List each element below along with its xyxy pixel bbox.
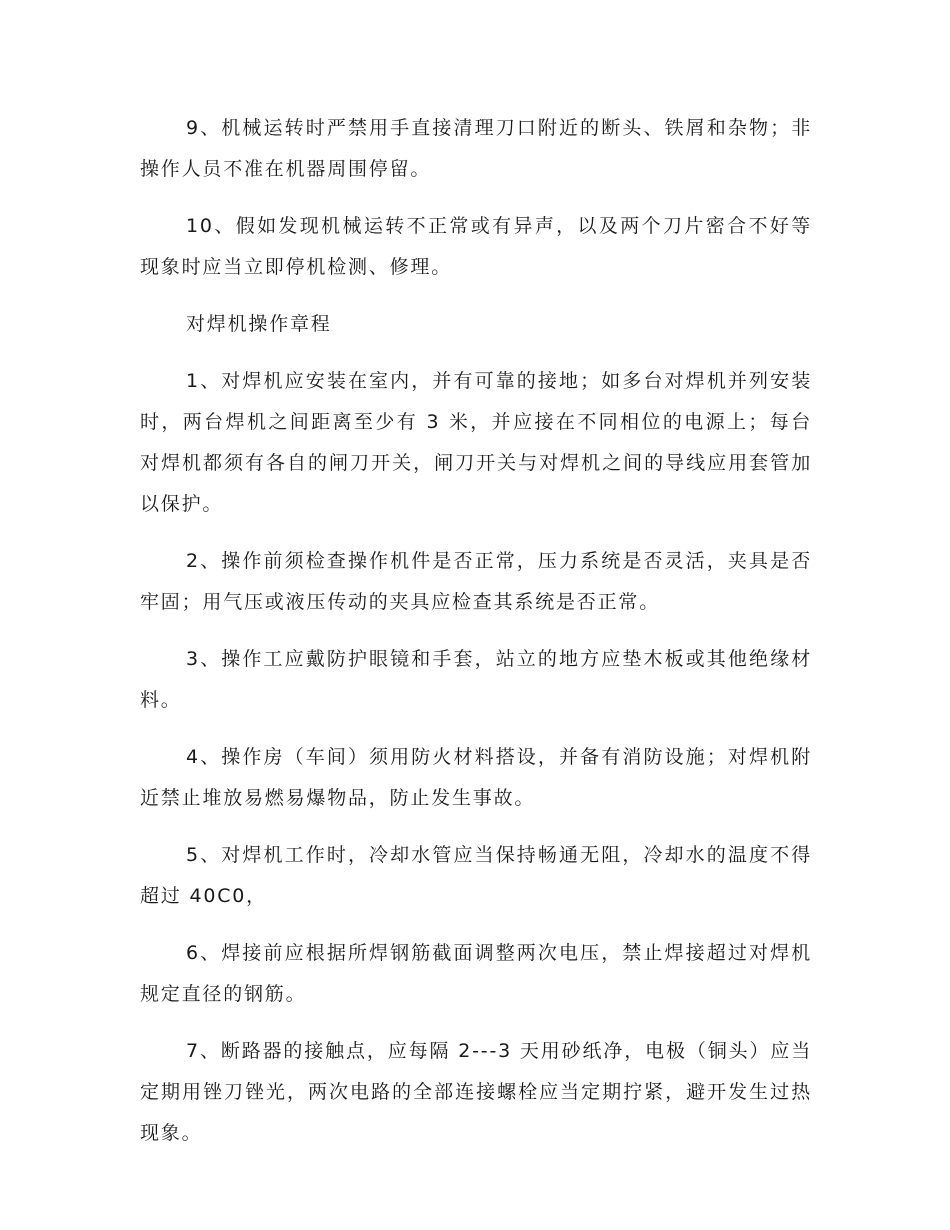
paragraph-item-2: 2、操作前须检查操作机件是否正常，压力系统是否灵活，夹具是否牢固；用气压或液压传动的夹具应检查其系统是否正常。 (140, 550, 812, 613)
paragraph-item-10: 10、假如发现机械运转不正常或有异声，以及两个刀片密合不好等现象时应当立即停机检测、修理。 (140, 215, 812, 278)
paragraph-item-4: 4、操作房（车间）须用防火材料搭设，并备有消防设施；对焊机附近禁止堆放易燃易爆物品，防止发生事故。 (140, 746, 812, 809)
paragraph-item-5: 5、对焊机工作时，冷却水管应当保持畅通无阻，冷却水的温度不得超过 40C0， (140, 844, 812, 907)
paragraph-item-9: 9、机械运转时严禁用手直接清理刀口附近的断头、铁屑和杂物；非操作人员不准在机器周围停留。 (140, 117, 812, 180)
document-body (140, 108, 812, 1170)
paragraph-item-3: 3、操作工应戴防护眼镜和手套，站立的地方应垫木板或其他绝缘材料。 (140, 648, 812, 711)
paragraph-item-6: 6、焊接前应根据所焊钢筋截面调整两次电压，禁止焊接超过对焊机规定直径的钢筋。 (140, 942, 812, 1005)
paragraph-item-7: 7、断路器的接触点，应每隔 2---3 天用砂纸净，电极（铜头）应当定期用锉刀锉光，两次电路的全部连接螺栓应当定期拧紧，避开发生过热现象。 (140, 1040, 812, 1144)
section-heading: 对焊机操作章程 (186, 313, 332, 335)
paragraph-item-1: 1、对焊机应安装在室内，并有可靠的接地；如多台对焊机并列安装时，两台焊机之间距离至少有 3 米，并应接在不同相位的电源上；每台对焊机都须有各自的闸刀开关，闸刀开关与对焊机之间的导线应用套管加以保护。 (140, 370, 812, 515)
